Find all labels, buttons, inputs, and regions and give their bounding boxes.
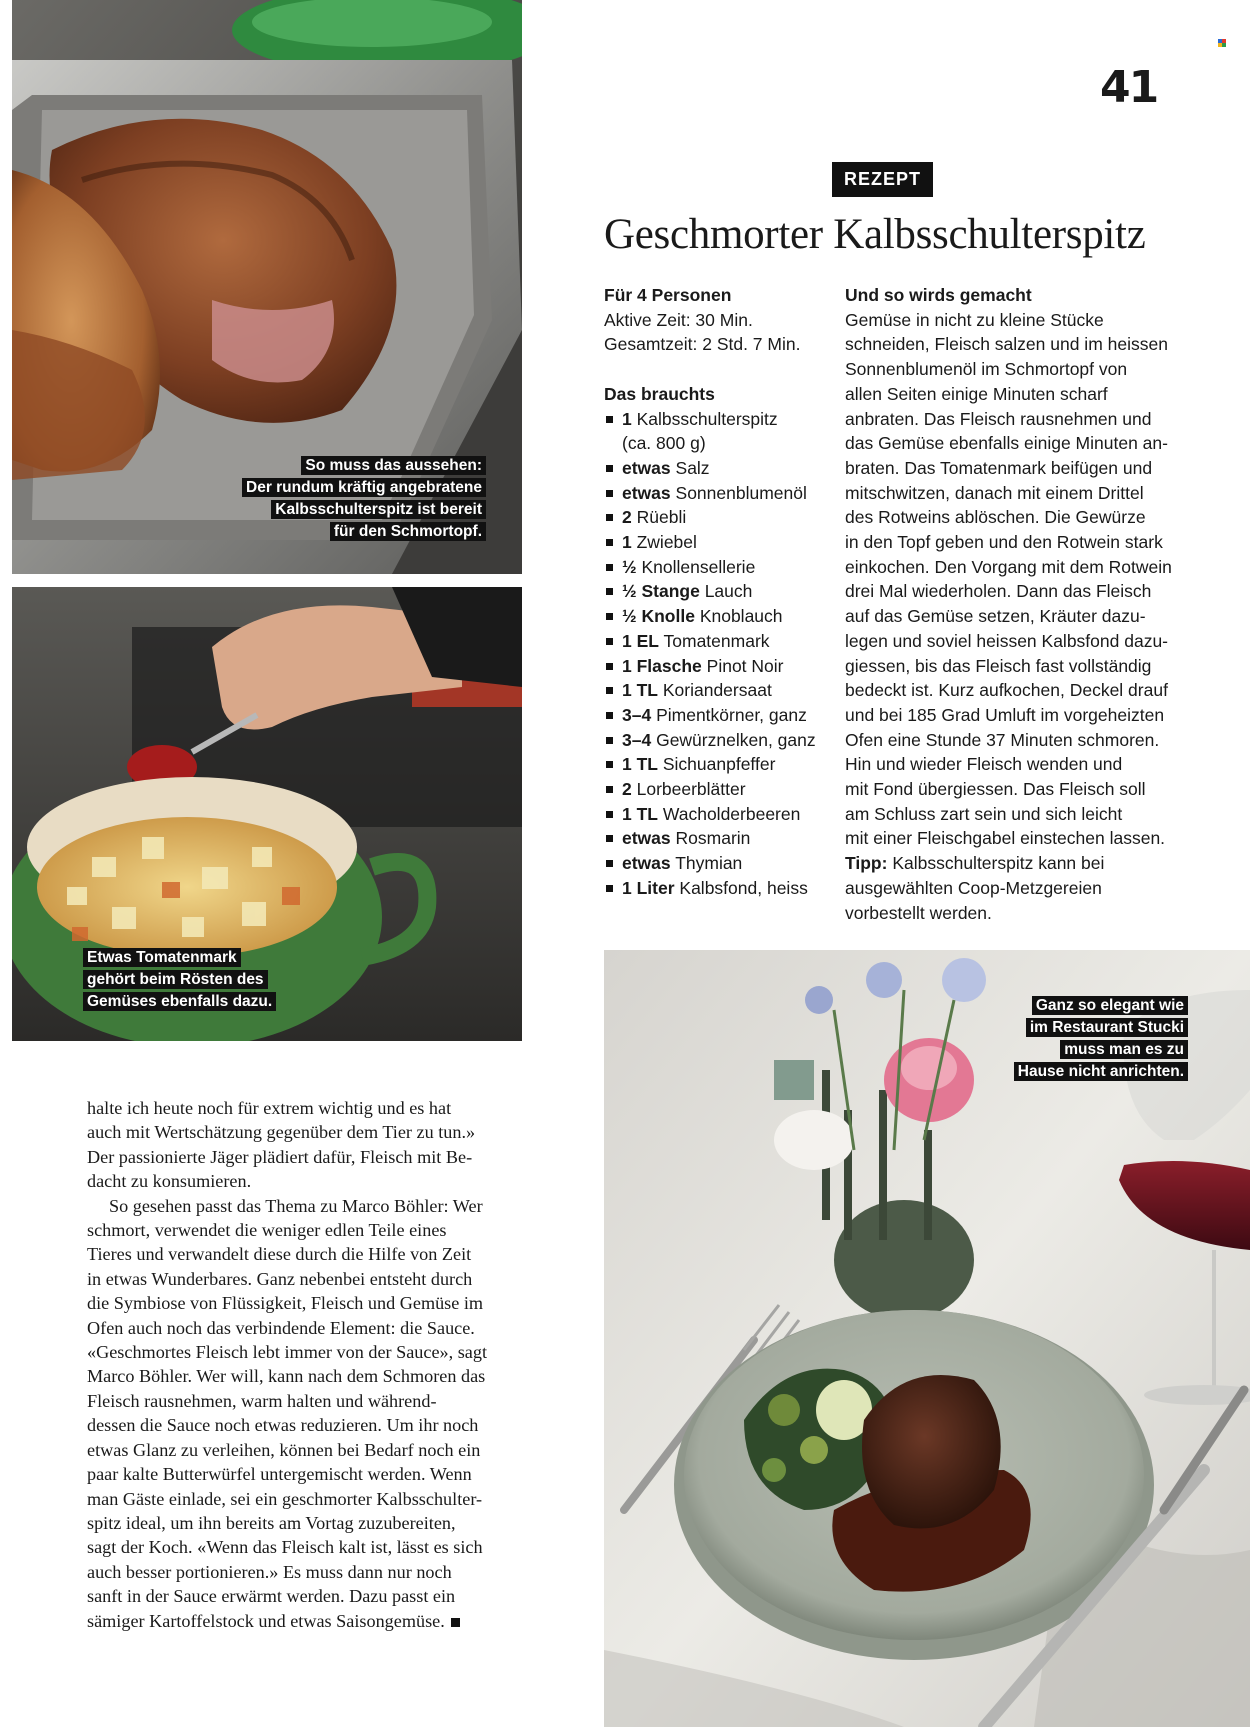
ingredient-item: etwas Sonnenblumenöl <box>604 481 834 506</box>
body-line: etwas Glanz zu verleihen, können bei Bedarf noch ein <box>87 1439 481 1460</box>
caption-top-photo: So muss das aussehen: Der rundum kräftig angebratene Kalbsschulterspitz ist bereit für den Schmortopf. <box>196 455 486 543</box>
method-line: schneiden, Fleisch salzen und im heissen <box>845 334 1168 355</box>
body-line: Fleisch rausnehmen, warm halten und während- <box>87 1390 437 1411</box>
method-line: das Gemüse ebenfalls einige Minuten an- <box>845 433 1168 454</box>
ingredient-item: 1 Liter Kalbsfond, heiss <box>604 876 834 901</box>
body-line: die Symbiose von Flüssigkeit, Fleisch und Gemüse im <box>87 1293 484 1314</box>
body-line: dessen die Sauce noch etwas reduzieren. Um ihr noch <box>87 1415 479 1436</box>
ingredients-heading: Das brauchts <box>604 383 715 404</box>
body-line: halte ich heute noch für extrem wichtig und es hat <box>87 1098 452 1118</box>
method-line: legen und soviel heissen Kalbsfond dazu- <box>845 630 1168 651</box>
ingredient-item: etwas Rosmarin <box>604 826 834 851</box>
caption-plated-photo: Ganz so elegant wie im Restaurant Stucki muss man es zu Hause nicht anrichten. <box>935 995 1188 1083</box>
body-line: Tieres und verwandelt diese durch die Hilfe von Zeit <box>87 1244 472 1265</box>
brand-mark-icon <box>1218 34 1226 42</box>
body-line: auch besser portionieren.» Es muss dann nur noch <box>87 1561 452 1582</box>
method-line: und bei 185 Grad Umluft im vorgeheizten <box>845 704 1165 725</box>
ingredient-item: ½ Knolle Knoblauch <box>604 604 834 629</box>
ingredient-item: 1 TL Wacholderbeeren <box>604 802 834 827</box>
method-line: Sonnenblumenöl im Schmortopf von <box>845 359 1128 380</box>
body-line: sämiger Kartoffelstock und etwas Saisongemüse. <box>87 1609 523 1633</box>
total-time: Gesamtzeit: 2 Std. 7 Min. <box>604 334 801 355</box>
body-line: Marco Böhler. Wer will, kann nach dem Schmoren das <box>87 1366 486 1387</box>
body-line: schmort, verwendet die weniger edlen Teile eines <box>87 1220 447 1241</box>
method-line: mitschwitzen, danach mit einem Drittel <box>845 482 1144 503</box>
method-line: drei Mal wiederholen. Dann das Fleisch <box>845 581 1152 602</box>
method-line: allen Seiten einige Minuten scharf <box>845 383 1108 404</box>
tip-line: Tipp: Kalbsschulterspitz kann bei <box>845 853 1105 874</box>
method-line: anbraten. Das Fleisch rausnehmen und <box>845 408 1152 429</box>
caption-middle-photo: Etwas Tomatenmark gehört beim Rösten des Gemüses ebenfalls dazu. <box>83 947 313 1013</box>
servings: Für 4 Personen <box>604 285 732 305</box>
ingredient-note: (ca. 800 g) <box>622 433 706 454</box>
end-mark-icon <box>451 1618 460 1627</box>
ingredient-item: ½ Stange Lauch <box>604 579 834 604</box>
tip-label: Tipp: <box>845 853 888 874</box>
method-line: Ofen eine Stunde 37 Minuten schmoren. <box>845 729 1160 750</box>
ingredient-item: 1 EL Tomatenmark <box>604 629 834 654</box>
body-line: Der passionierte Jäger plädiert dafür, Fleisch mit Be- <box>87 1146 473 1167</box>
recipe-info-column <box>604 283 834 901</box>
body-line: paar kalte Butterwürfel untergemischt werden. Wenn <box>87 1464 472 1485</box>
ingredient-item: etwas Salz <box>604 456 834 481</box>
ingredient-item: 1 Zwiebel <box>604 530 834 555</box>
body-line: dacht zu konsumieren. <box>87 1171 252 1192</box>
article-body <box>87 1096 523 1633</box>
method-line: mit einer Fleischgabel einstechen lassen. <box>845 828 1166 849</box>
body-line: So gesehen passt das Thema zu Marco Böhler: Wer <box>109 1195 483 1216</box>
ingredient-item: 2 Lorbeerblätter <box>604 777 834 802</box>
method-line: giessen, bis das Fleisch fast vollständig <box>845 655 1152 676</box>
body-line: in etwas Wunderbares. Ganz nebenbei entsteht durch <box>87 1268 473 1289</box>
method-column <box>845 283 1175 925</box>
body-line: Ofen auch noch das verbindende Element: die Sauce. <box>87 1317 475 1338</box>
ingredient-item: 1 Kalbsschulterspitz <box>604 407 834 432</box>
ingredients-list <box>604 407 834 901</box>
method-line: auf das Gemüse setzen, Kräuter dazu- <box>845 606 1146 627</box>
active-time: Aktive Zeit: 30 Min. <box>604 309 753 330</box>
body-line: auch mit Wertschätzung gegenüber dem Tier zu tun.» <box>87 1122 476 1143</box>
ingredient-item: 1 TL Sichuanpfeffer <box>604 752 834 777</box>
body-line: man Gäste einlade, sei ein geschmorter Kalbsschulter- <box>87 1488 483 1509</box>
method-line: in den Topf geben und den Rotwein stark <box>845 532 1163 553</box>
method-line: am Schluss zart sein und sich leicht <box>845 803 1123 824</box>
method-line: Gemüse in nicht zu kleine Stücke <box>845 309 1104 330</box>
ingredient-item: 2 Rüebli <box>604 505 834 530</box>
method-line: bedeckt ist. Kurz aufkochen, Deckel drauf <box>845 680 1168 701</box>
recipe-title: Geschmorter Kalbsschulterspitz <box>604 211 1146 258</box>
tip-line: ausgewählten Coop-Metzgereien <box>845 877 1102 898</box>
body-line: «Geschmortes Fleisch lebt immer von der Sauce», sagt <box>87 1342 488 1363</box>
body-line: spitz ideal, um ihn bereits am Vortag zuzubereiten, <box>87 1512 456 1533</box>
section-tag: REZEPT <box>832 162 933 197</box>
method-line: einkochen. Den Vorgang mit dem Rotwein <box>845 556 1172 577</box>
tip-line: vorbestellt werden. <box>845 902 992 923</box>
ingredient-item: 1 TL Koriandersaat <box>604 678 834 703</box>
body-line: sanft in der Sauce erwärmt werden. Dazu passt ein <box>87 1586 456 1607</box>
method-line: Hin und wieder Fleisch wenden und <box>845 754 1123 775</box>
method-line: mit Fond übergiessen. Das Fleisch soll <box>845 779 1146 800</box>
ingredient-item: etwas Thymian <box>604 851 834 876</box>
method-heading: Und so wirds gemacht <box>845 285 1032 305</box>
method-line: des Rotweins ablöschen. Die Gewürze <box>845 507 1146 528</box>
body-line: sagt der Koch. «Wenn das Fleisch kalt ist, lässt es sich <box>87 1537 483 1558</box>
ingredient-item: ½ Knollensellerie <box>604 555 834 580</box>
ingredient-item: 1 Flasche Pinot Noir <box>604 654 834 679</box>
ingredient-item: 3–4 Pimentkörner, ganz <box>604 703 834 728</box>
ingredient-item: 3–4 Gewürznelken, ganz <box>604 728 834 753</box>
method-line: braten. Das Tomatenmark beifügen und <box>845 457 1153 478</box>
page-number: 41 <box>1100 62 1158 113</box>
